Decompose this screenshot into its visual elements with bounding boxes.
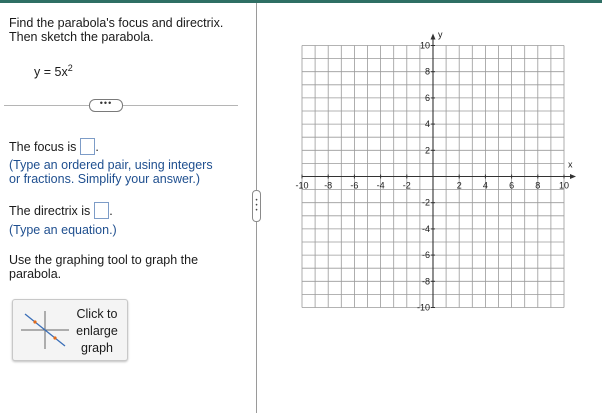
y-tick-label: -10: [416, 302, 430, 313]
x-tick-label: 10: [558, 180, 570, 191]
focus-hint-line-2: or fractions. Simplify your answer.): [9, 172, 201, 186]
equation-lhs: y = 5x: [34, 65, 68, 80]
y-tick-label: -6: [421, 250, 430, 261]
directrix-prompt: The directrix is: [9, 203, 91, 218]
y-axis-arrow-icon: [431, 34, 436, 40]
graph-thumbnail-icon: [17, 308, 73, 352]
x-tick-label: 4: [482, 180, 488, 191]
x-tick-label: 8: [535, 180, 541, 191]
grip-dots-icon: • • •: [255, 198, 258, 214]
y-tick-label: 10: [419, 40, 430, 51]
enlarge-label-line-3: graph: [81, 341, 113, 355]
y-tick-label: 4: [424, 119, 430, 130]
directrix-period: .: [109, 203, 113, 218]
focus-answer-input[interactable]: [80, 138, 95, 155]
x-tick-label: -4: [376, 180, 385, 191]
focus-hint-line-1: (Type an ordered pair, using integers: [9, 158, 213, 172]
y-tick-label: -4: [421, 223, 430, 234]
x-tick-label: -8: [324, 180, 333, 191]
directrix-answer-row: [9, 202, 113, 219]
x-tick-label: 2: [456, 180, 462, 191]
y-tick-label: -2: [421, 197, 430, 208]
focus-period: .: [95, 139, 99, 154]
y-axis-label: y: [438, 29, 443, 40]
enlarge-label-line-1: Click to: [76, 307, 118, 321]
focus-hint: [9, 158, 213, 186]
instructions-line-2: parabola.: [9, 267, 62, 281]
graph-pane: [258, 3, 602, 413]
directrix-hint: (Type an equation.): [9, 223, 117, 237]
question-line-1: Find the parabola's focus and directrix.: [9, 16, 224, 30]
enlarge-label-line-2: enlarge: [76, 324, 118, 338]
enlarge-label: [69, 306, 125, 357]
graph-instructions: [9, 253, 198, 281]
x-axis-arrow-icon: [570, 174, 576, 179]
x-tick-label: 6: [509, 180, 515, 191]
coordinate-grid[interactable]: [258, 3, 602, 323]
axes: [302, 34, 576, 308]
y-tick-label: -8: [421, 276, 430, 287]
x-tick-label: -10: [295, 180, 309, 191]
enlarge-graph-button[interactable]: [12, 299, 128, 361]
directrix-answer-input[interactable]: [94, 202, 109, 219]
question-pane: [0, 3, 255, 413]
y-tick-label: 6: [424, 92, 430, 103]
x-axis-label: x: [568, 159, 573, 170]
focus-prompt: The focus is: [9, 139, 77, 154]
x-tick-label: -6: [350, 180, 359, 191]
expand-button[interactable]: •••: [89, 99, 123, 112]
x-tick-label: -2: [402, 180, 411, 191]
y-tick-label: 2: [424, 145, 430, 156]
question-text: [9, 16, 223, 44]
question-line-2: Then sketch the parabola.: [9, 30, 154, 44]
focus-answer-row: [9, 138, 99, 155]
instructions-line-1: Use the graphing tool to graph the: [9, 253, 199, 267]
equation: [34, 63, 73, 79]
y-tick-label: 8: [424, 66, 430, 77]
equation-exponent: 2: [67, 63, 73, 73]
